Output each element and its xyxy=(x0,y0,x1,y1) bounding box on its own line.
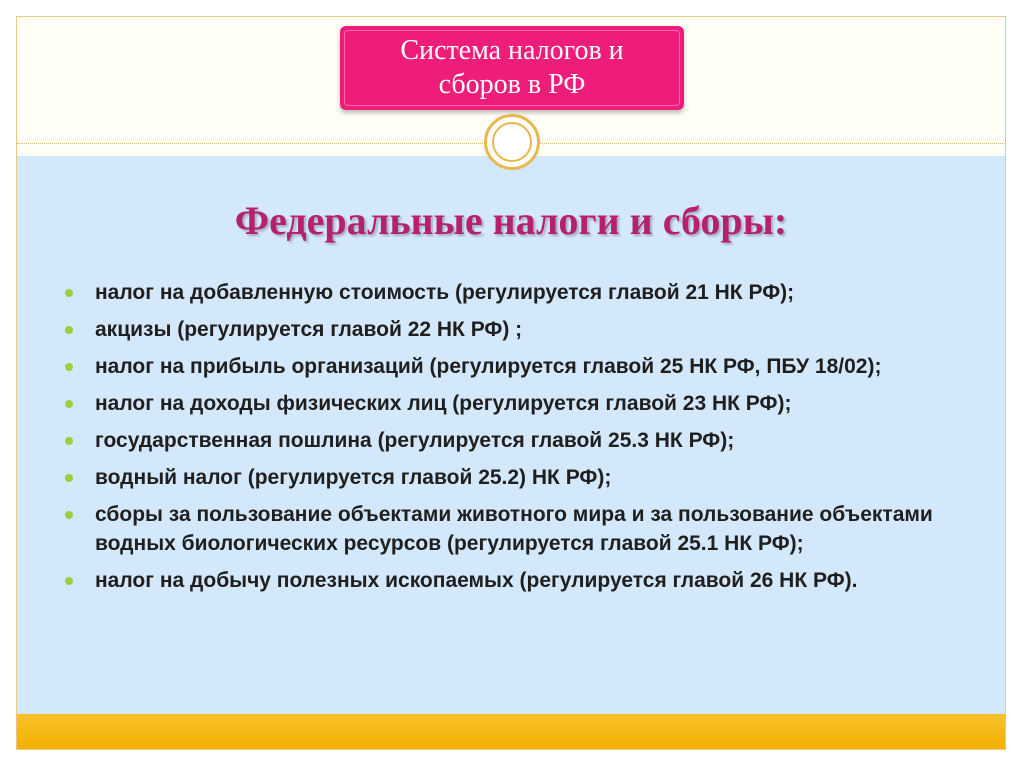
list-item xyxy=(62,389,982,418)
bullet-dot-icon xyxy=(65,326,73,334)
ring-inner xyxy=(492,122,532,162)
section-heading: Федеральные налоги и сборы: xyxy=(234,198,788,243)
list-item xyxy=(62,463,982,492)
list-item xyxy=(62,566,982,595)
bullet-dot-icon xyxy=(65,437,73,445)
bullet-dot-icon xyxy=(65,400,73,408)
list-item-text: налог на добавленную стоимость (регулируется главой 21 НК РФ); xyxy=(95,281,795,304)
list-item xyxy=(62,500,982,558)
list-item xyxy=(62,352,982,381)
bullet-dot-icon xyxy=(65,289,73,297)
list-item-text: налог на доходы физических лиц (регулируется главой 23 НК РФ); xyxy=(95,392,792,415)
bullet-dot-icon xyxy=(65,577,73,585)
list-item-text: сборы за пользование объектами животного мира и за пользование объектами водных биологических ресурсов (регулируется главой 25.1 НК РФ); xyxy=(95,503,933,555)
ring-ornament-icon xyxy=(484,114,540,170)
list-item xyxy=(62,315,982,344)
list-item-text: водный налог (регулируется главой 25.2) НК РФ); xyxy=(95,466,612,489)
list-item-text: государственная пошлина (регулируется главой 25.3 НК РФ); xyxy=(95,429,735,452)
list-item xyxy=(62,426,982,455)
list-item-text: налог на прибыль организаций (регулируется главой 25 НК РФ, ПБУ 18/02); xyxy=(95,355,882,378)
bullet-list xyxy=(62,278,982,603)
bottom-band xyxy=(17,714,1005,749)
bullet-dot-icon xyxy=(65,474,73,482)
bullet-dot-icon xyxy=(65,363,73,371)
title-box xyxy=(340,26,684,110)
list-item xyxy=(62,278,982,307)
list-item-text: акцизы (регулируется главой 22 НК РФ) ; xyxy=(95,318,523,341)
slide-title: Система налогов и сборов в РФ xyxy=(400,35,624,100)
list-item-text: налог на добычу полезных ископаемых (регулируется главой 26 НК РФ). xyxy=(95,569,858,592)
bullet-dot-icon xyxy=(65,511,73,519)
